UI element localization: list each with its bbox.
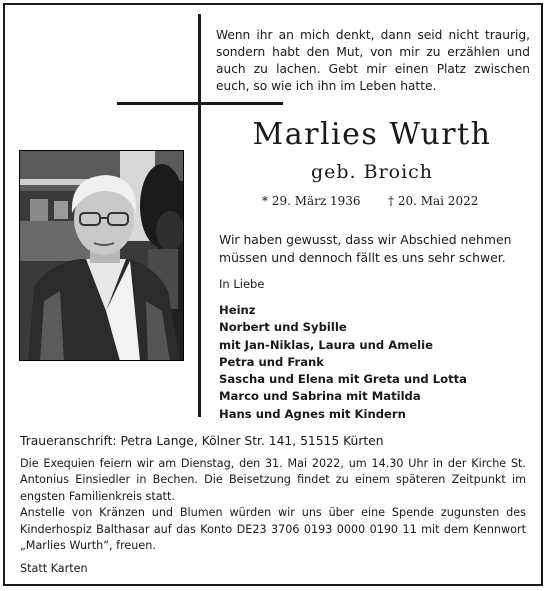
birth-date: * 29. März 1936 (262, 194, 361, 208)
mourner-entry: Heinz (219, 303, 256, 317)
exequies-text: Die Exequien feiern wir am Dienstag, den 31. Mai 2022, um 14.30 Uhr in der Kirche St. Antonius Einsiedler in Bechen. Die Beisetzung findet zu einem späteren Zeitpunkt im engsten Familienkreis statt. (20, 457, 526, 503)
mourner-entry: mit Jan-Niklas, Laura und Amelie (219, 337, 433, 352)
memorial-quote: Wenn ihr an mich denkt, dann seid nicht traurig, sondern habt den Mut, von mir zu erzählen und auch zu lachen. Gebt mir einen Platz zwischen euch, so wie ich ihn im Leben hatte. (216, 28, 530, 93)
deceased-name: Marlies Wurth (252, 117, 492, 152)
mourner-entry: Sascha und Elena mit Greta und Lotta (219, 372, 468, 387)
maiden-name: geb. Broich (310, 161, 434, 183)
service-details (20, 456, 526, 554)
death-date: † 20. Mai 2022 (388, 194, 479, 208)
mourner-entry: Marco und Sabrina mit Matilda (219, 389, 421, 404)
farewell-text: Wir haben gewusst, dass wir Abschied nehmen müssen und dennoch fällt es uns sehr schwer. (219, 232, 512, 265)
mourner-entry: Norbert und Sybille (219, 320, 347, 335)
mourner-entry: Hans und Agnes mit Kindern (219, 406, 406, 421)
in-love-label: In Liebe (219, 277, 265, 291)
cross-horizontal-bar (117, 102, 283, 105)
cross-vertical-bar (198, 14, 201, 417)
mourner-entry: Petra und Frank (219, 354, 325, 369)
mourners-list (219, 302, 467, 423)
closing-note: Statt Karten (20, 562, 88, 575)
portrait-photo (19, 150, 184, 361)
mourning-address: Traueranschrift: Petra Lange, Kölner Str. 141, 51515 Kürten (20, 434, 384, 448)
donation-text: Anstelle von Kränzen und Blumen würden wir uns über eine Spende zugunsten des Kinderhospiz Balthasar auf das Konto DE23 3706 0193 0000 0190 11 mit dem Kennwort „Marlies Wurth“, freuen. (20, 506, 526, 553)
